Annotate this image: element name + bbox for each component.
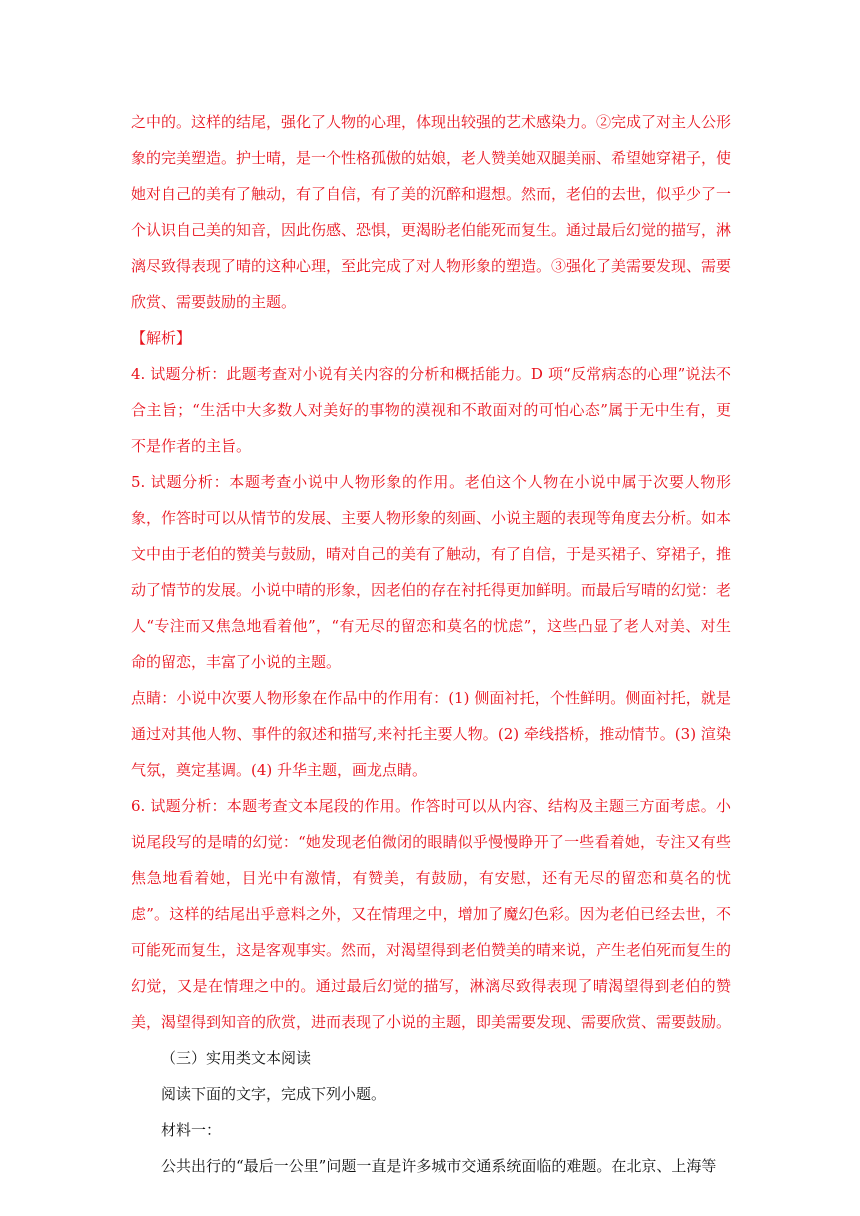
document-body: [131, 104, 731, 1184]
analysis-question-6: 6. 试题分析：本题考查文本尾段的作用。作答时可以从内容、结构及主题三方面考虑。小说尾段写的是晴的幻觉：“她发现老伯微闭的眼睛似乎慢慢睁开了一些看着她，专注又有些焦急地看着她，目光中有激情，有赞美，有鼓励，有安慰，还有无尽的留恋和莫名的忧虑”。这样的结尾出乎意料之外，又在情理之中，增加了魔幻色彩。因为老伯已经去世，不可能死而复生，这是客观事实。然而，对渴望得到老伯赞美的晴来说，产生老伯死而复生的幻觉，又是在情理之中的。通过最后幻觉的描写，淋漓尽致得表现了晴渴望得到老伯的赞美，渴望得到知音的欣赏，进而表现了小说的主题，即美需要发现、需要欣赏、需要鼓励。: [131, 797, 732, 1031]
material-label: 材料一：: [161, 1121, 222, 1139]
instruction-text: 阅读下面的文字，完成下列小题。: [161, 1085, 387, 1103]
material-text: 公共出行的“最后一公里”问题一直是许多城市交通系统面临的难题。在北京、上海等: [161, 1157, 717, 1175]
answer-continuation: 之中的。这样的结尾，强化了人物的心理，体现出较强的艺术感染力。②完成了对主人公形象的完美塑造。护士晴，是一个性格孤傲的姑娘，老人赞美她双腿美丽、希望她穿裙子，使她对自己的美有了触动，有了自信，有了美的沉醉和遐想。然而，老伯的去世，似乎少了一个认识自己美的知音，因此伤感、恐惧，更渴盼老伯能死而复生。通过最后幻觉的描写，淋漓尽致得表现了晴的这种心理，至此完成了对人物形象的塑造。③强化了美需要发现、需要欣赏、需要鼓励的主题。: [131, 113, 732, 311]
dianjing-note: 点睛：小说中次要人物形象在作品中的作用有：(1) 侧面衬托，个性鲜明。侧面衬托，就是通过对其他人物、事件的叙述和描写,来衬托主要人物。(2) 牵线搭桥，推动情节。(3) 渲染气氛，奠定基调。(4) 升华主题，画龙点睛。: [131, 689, 731, 779]
analysis-question-5: 5. 试题分析：本题考查小说中人物形象的作用。老伯这个人物在小说中属于次要人物形象，作答时可以从情节的发展、主要人物形象的刻画、小说主题的表现等角度去分析。如本文中由于老伯的赞美与鼓励，晴对自己的美有了触动，有了自信，于是买裙子、穿裙子，推动了情节的发展。小说中晴的形象，因老伯的存在衬托得更加鲜明。而最后写晴的幻觉：老人“专注而又焦急地看着他”，“有无尽的留恋和莫名的忧虑”，这些凸显了老人对美、对生命的留恋，丰富了小说的主题。: [131, 473, 732, 671]
analysis-heading: 【解析】: [131, 329, 192, 347]
section-title: （三）实用类文本阅读: [161, 1049, 312, 1067]
analysis-question-4: 4. 试题分析：此题考查对小说有关内容的分析和概括能力。D 项“反常病态的心理”说法不合主旨；“生活中大多数人对美好的事物的漠视和不敢面对的可怕心态”属于无中生有，更不是作者的主旨。: [131, 365, 731, 455]
